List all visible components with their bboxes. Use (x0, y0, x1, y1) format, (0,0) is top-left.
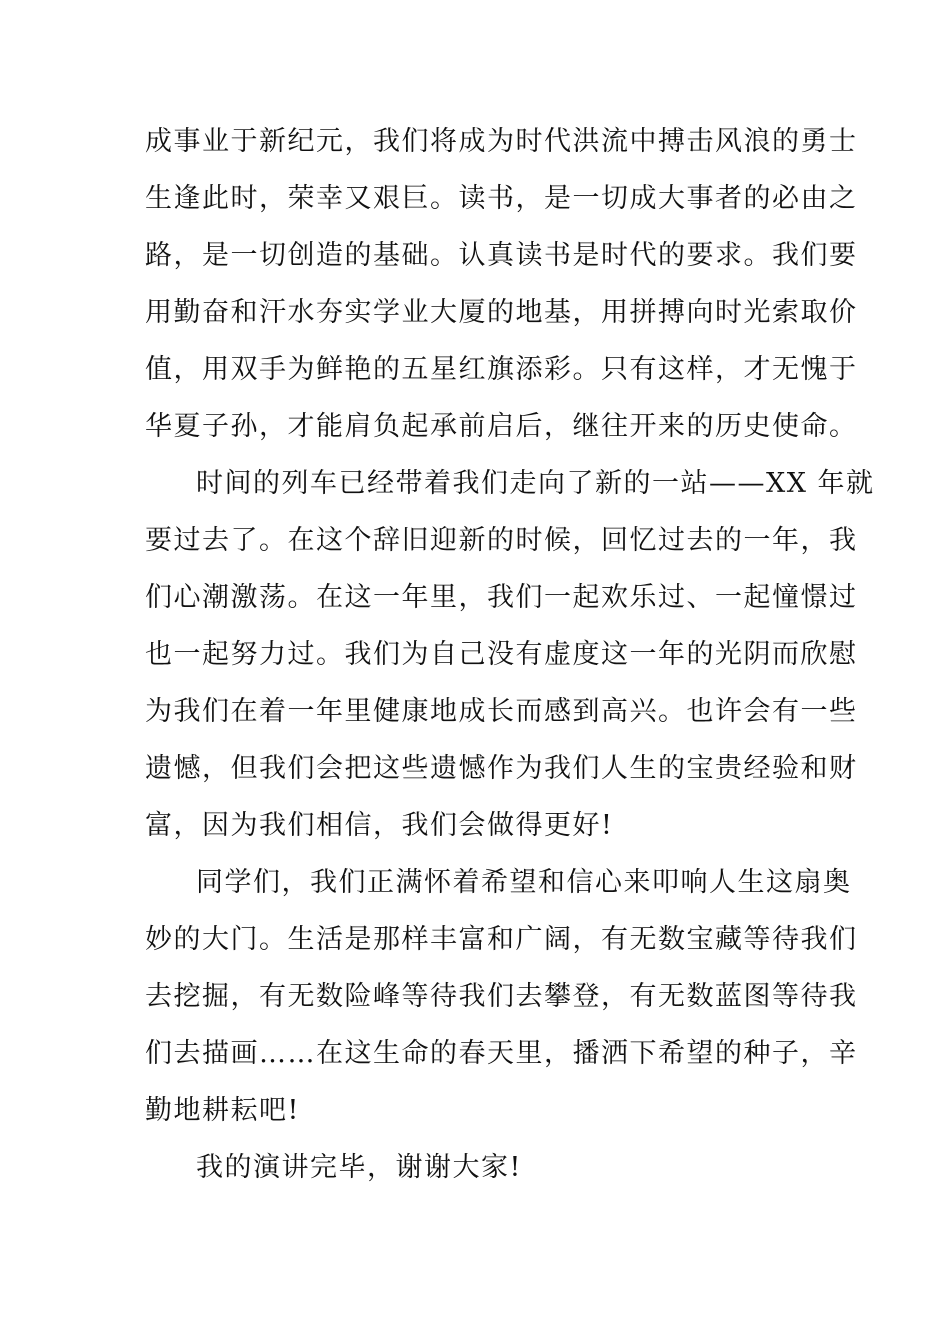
paragraph-1-line-1: 成事业于新纪元，我们将成为时代洪流中搏击风浪的勇士 (145, 126, 858, 157)
paragraph-1-line-2: 生逢此时，荣幸又艰巨。读书，是一切成大事者的必由之 (145, 183, 858, 214)
paragraph-2-line-7: 富，因为我们相信，我们会做得更好! (145, 810, 614, 841)
paragraph-3-line-5: 勤地耕耘吧! (145, 1095, 300, 1126)
paragraph-2-line-2: 要过去了。在这个辞旧迎新的时候，回忆过去的一年，我 (145, 525, 858, 556)
paragraph-2-line-4: 也一起努力过。我们为自己没有虚度这一年的光阴而欣慰 (145, 639, 858, 670)
paragraph-3-line-3: 去挖掘，有无数险峰等待我们去攀登，有无数蓝图等待我 (145, 981, 858, 1012)
paragraph-1-line-5: 值，用双手为鲜艳的五星红旗添彩。只有这样，才无愧于 (145, 354, 858, 385)
paragraph-3-line-2: 妙的大门。生活是那样丰富和广阔，有无数宝藏等待我们 (145, 924, 858, 955)
paragraph-3-line-1: 同学们，我们正满怀着希望和信心来叩响人生这扇奥 (196, 867, 852, 898)
paragraph-2-line-3: 们心潮激荡。在这一年里，我们一起欢乐过、一起憧憬过 (145, 582, 858, 613)
paragraph-2-line-1: 时间的列车已经带着我们走向了新的一站——XX 年就 (196, 468, 875, 499)
paragraph-3-line-4: 们去描画……在这生命的春天里，播洒下希望的种子，辛 (145, 1038, 858, 1069)
paragraph-1-line-3: 路，是一切创造的基础。认真读书是时代的要求。我们要 (145, 240, 858, 271)
paragraph-1-line-6: 华夏子孙，才能肩负起承前启后，继往开来的历史使命。 (145, 411, 858, 442)
paragraph-2-line-5: 为我们在着一年里健康地成长而感到高兴。也许会有一些 (145, 696, 858, 727)
paragraph-1-line-4: 用勤奋和汗水夯实学业大厦的地基，用拼搏向时光索取价 (145, 297, 858, 328)
paragraph-2-line-6: 遗憾，但我们会把这些遗憾作为我们人生的宝贵经验和财 (145, 753, 858, 784)
paragraph-4-line-1: 我的演讲完毕，谢谢大家! (196, 1152, 522, 1183)
